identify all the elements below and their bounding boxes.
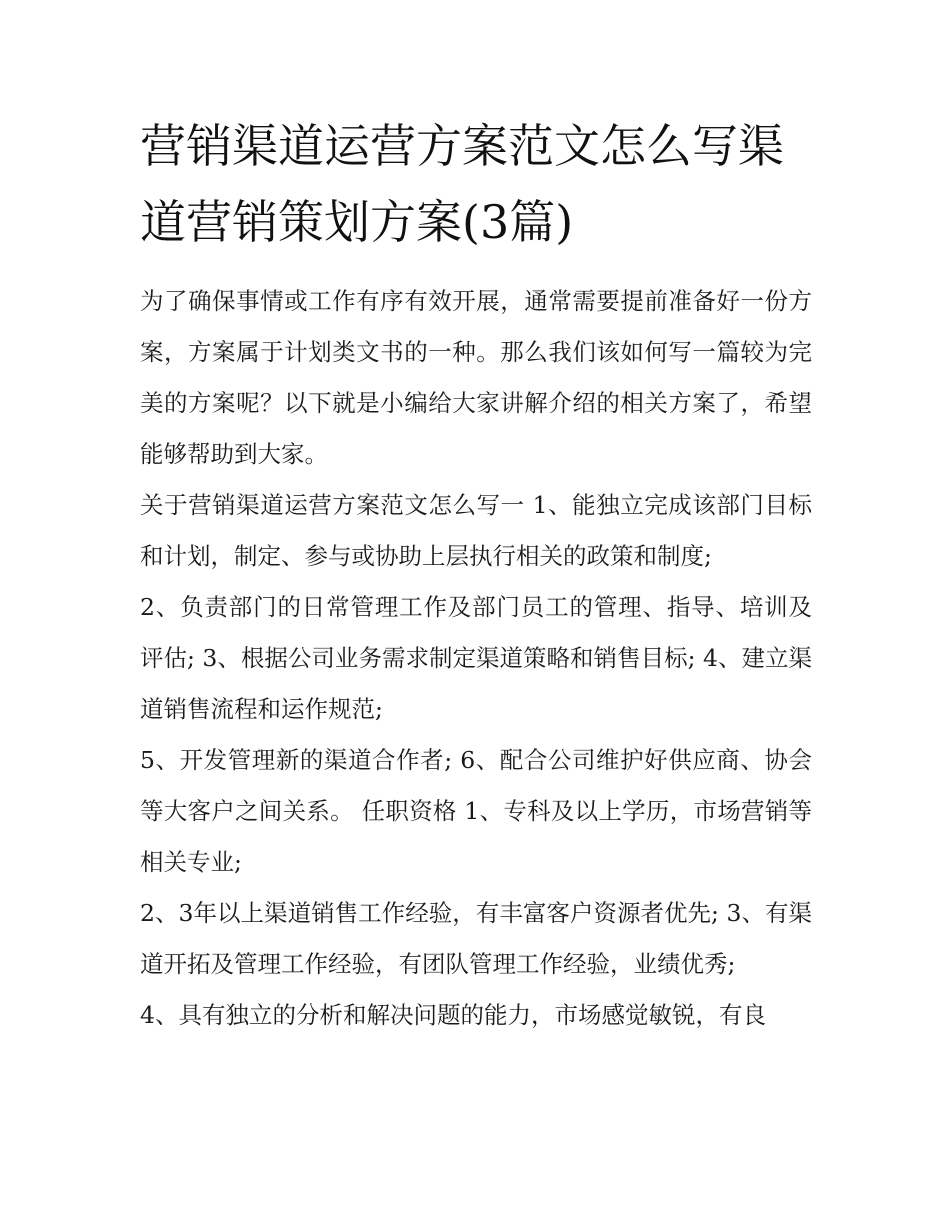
document-body	[140, 276, 812, 1041]
paragraph-section-one: 关于营销渠道运营方案范文怎么写一 1、能独立完成该部门目标和计划，制定、参与或协助上层执行相关的政策和制度;	[140, 491, 812, 570]
paragraph-duties-2-4: 2、负责部门的日常管理工作及部门员工的管理、指导、培训及评估; 3、根据公司业务需求制定渠道策略和销售目标; 4、建立渠道销售流程和运作规范;	[140, 593, 812, 723]
paragraph-duties-5-6: 5、开发管理新的渠道合作者; 6、配合公司维护好供应商、协会等大客户之间关系。 任职资格 1、专科及以上学历，市场营销等相关专业;	[140, 746, 812, 876]
paragraph-intro: 为了确保事情或工作有序有效开展，通常需要提前准备好一份方案，方案属于计划类文书的一种。那么我们该如何写一篇较为完美的方案呢？以下就是小编给大家讲解介绍的相关方案了，希望能够帮助到大家。	[140, 287, 812, 468]
paragraph-requirements-2-3: 2、3年以上渠道销售工作经验，有丰富客户资源者优先; 3、有渠道开拓及管理工作经验，有团队管理工作经验，业绩优秀;	[140, 899, 812, 978]
document-title: 营销渠道运营方案范文怎么写渠道营销策划方案(3篇)	[140, 119, 784, 249]
paragraph-requirement-4: 4、具有独立的分析和解决问题的能力，市场感觉敏锐，有良	[140, 1001, 766, 1029]
